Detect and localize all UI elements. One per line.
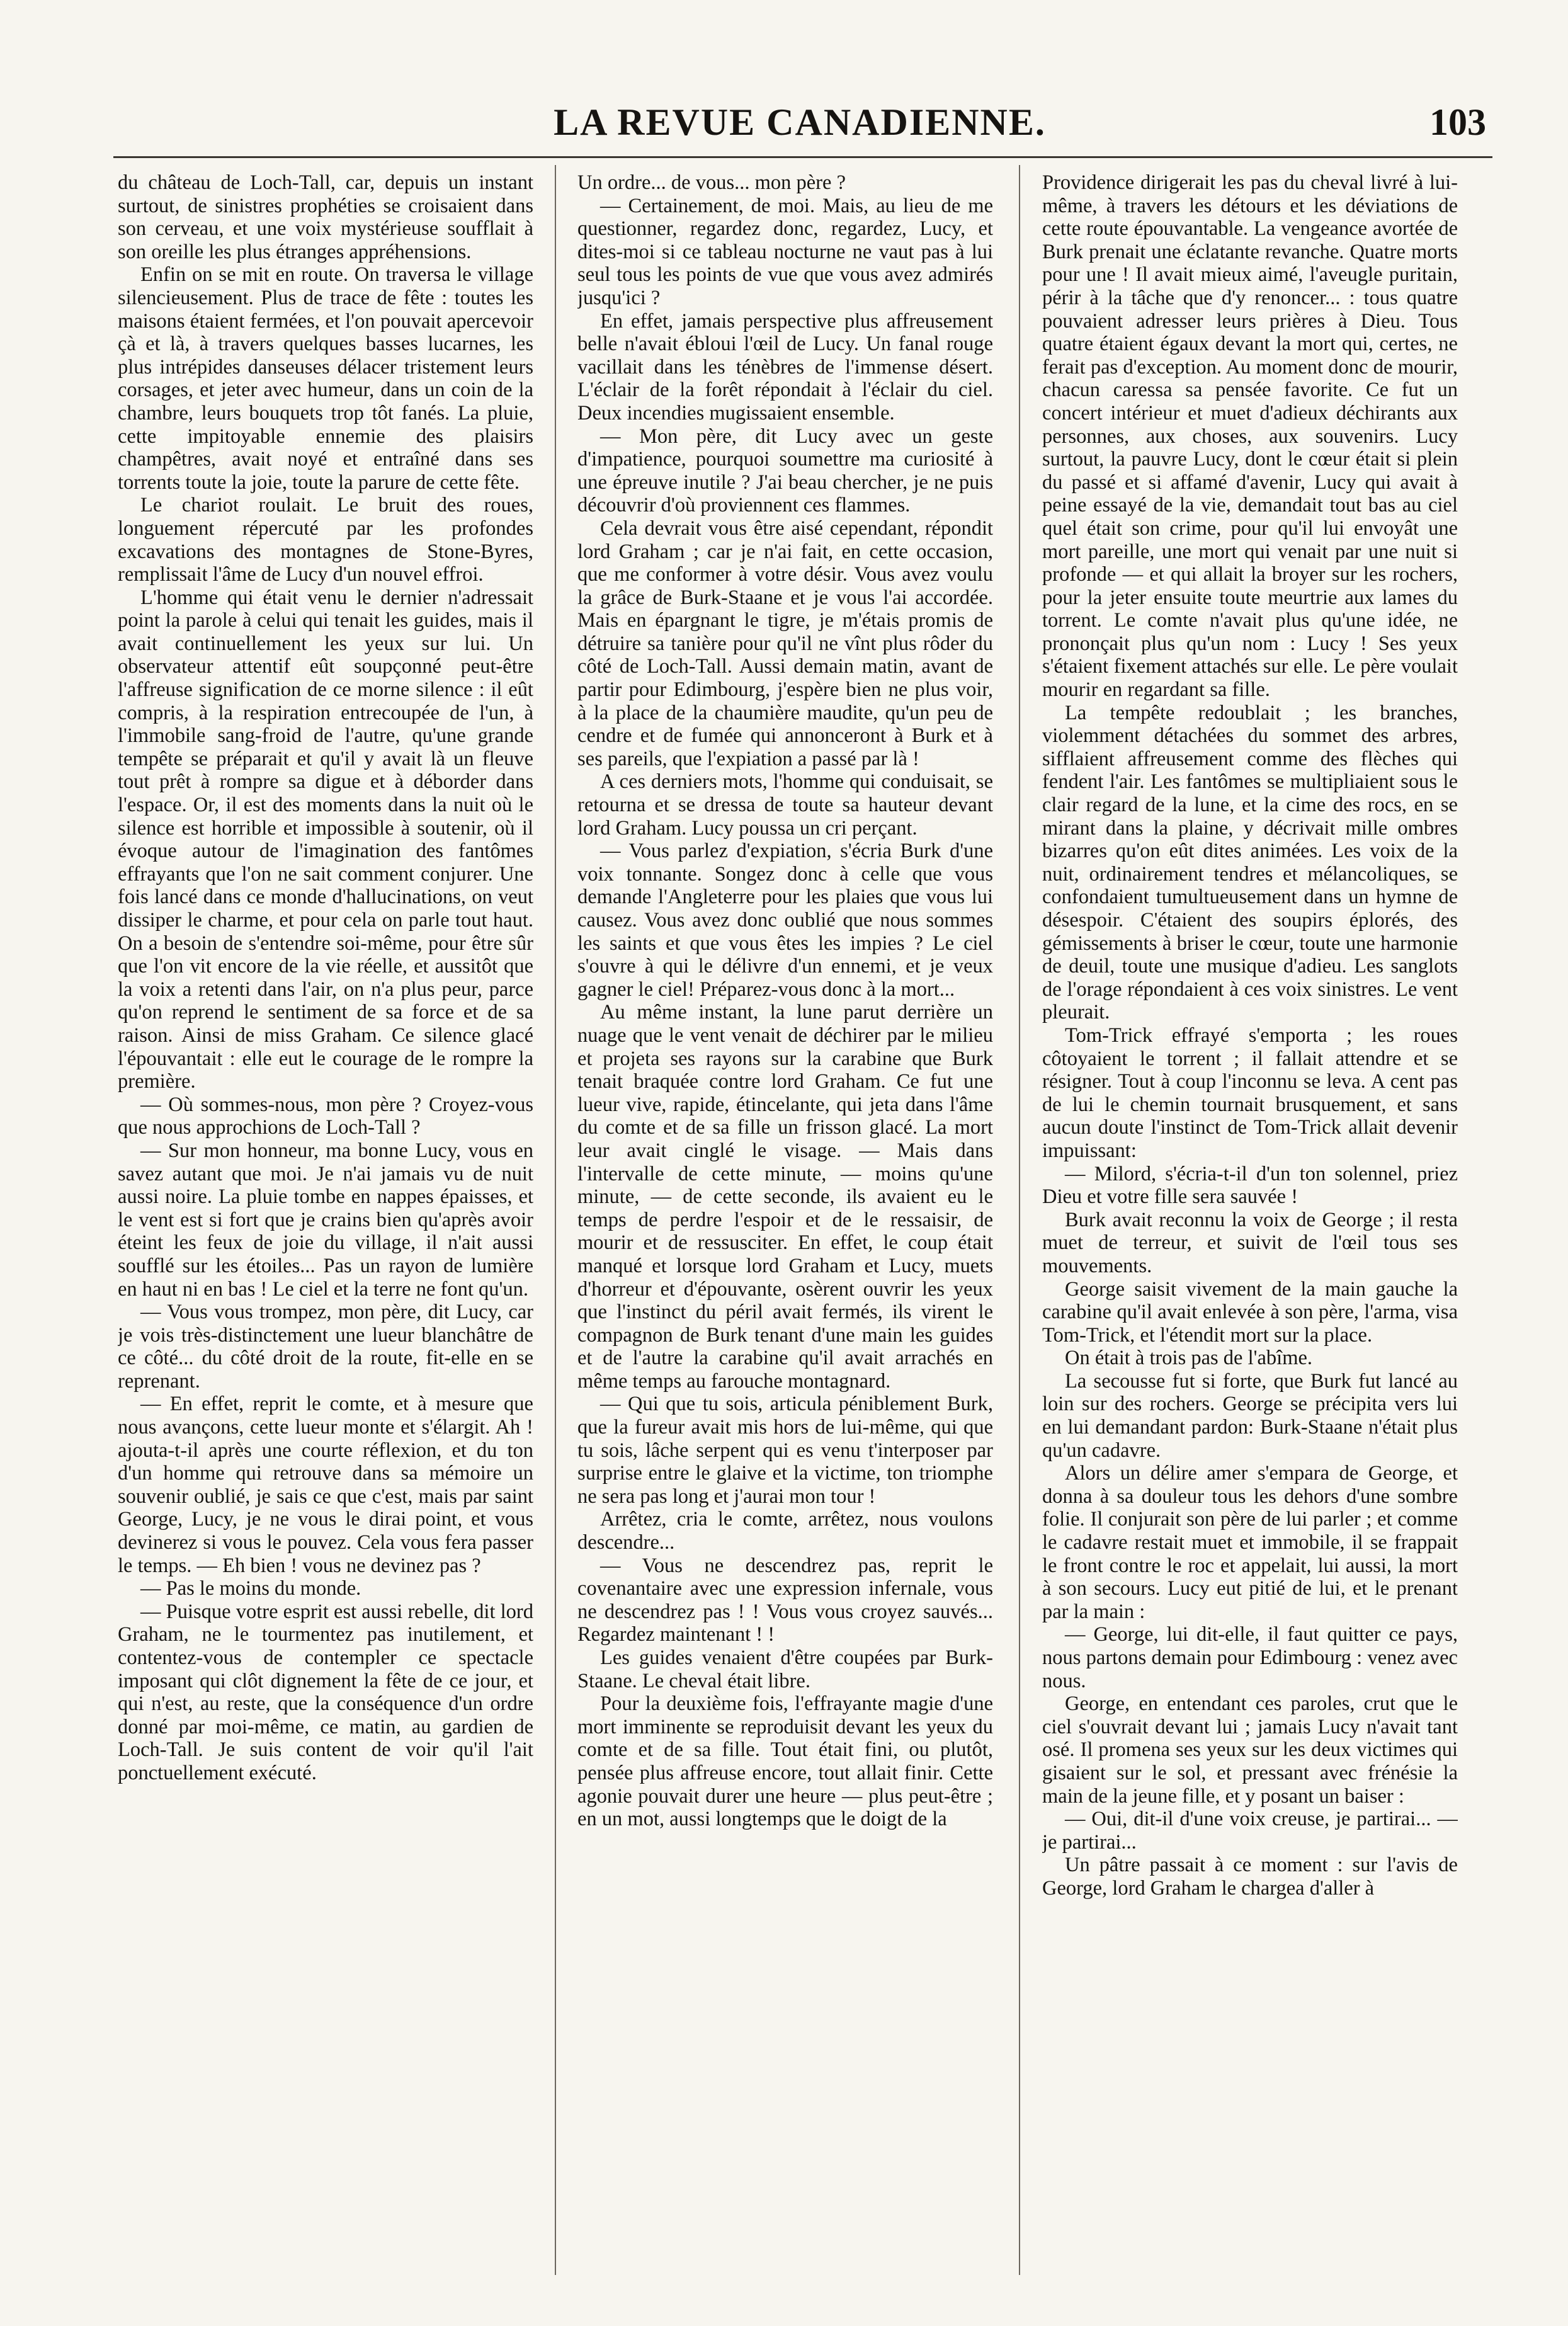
journal-title: LA REVUE CANADIENNE. — [554, 101, 1046, 143]
paragraph: — Qui que tu sois, articula péniblement Burk, que la fureur avait mis hors de lui-même, qui que tu sois, lâche serpent qui es venu t'interposer par surprise entre le glaive et la victime, ton triomphe ne sera pas long et j'aurai mon tour ! — [577, 1393, 993, 1508]
paragraph: — Sur mon honneur, ma bonne Lucy, vous en savez autant que moi. Je n'ai jamais vu de nuit aussi noire. La pluie tombe en nappes épaisses, et le vent est si fort que je crains bien qu'après avoir éteint les feux de joie du village, il n'ait aussi soufflé sur les étoiles... Pas un rayon de lumière en haut ni en bas ! Le ciel et la terre ne font qu'un. — [118, 1139, 533, 1301]
paragraph: — Puisque votre esprit est aussi rebelle, dit lord Graham, ne le tourmentez pas inutilement, et contentez-vous de contempler ce spectacle imposant qui clôt dignement la fête de ce jour, et qui n'est, au reste, que la conséquence d'un ordre donné par moi-même, ce matin, au gardien de Loch-Tall. Je suis content de voir qu'il l'ait ponctuellement exécuté. — [118, 1600, 533, 1784]
paragraph: — Mon père, dit Lucy avec un geste d'impatience, pourquoi soumettre ma curiosité à une épreuve inutile ? J'ai beau chercher, je ne puis découvrir d'où proviennent ces flammes. — [577, 425, 993, 517]
paragraph: — En effet, reprit le comte, et à mesure que nous avançons, cette lueur monte et s'élargit. Ah ! ajouta-t-il après une courte réflexion, et du ton d'un homme qui retrouve dans sa mémoire un souvenir oublié, je sais ce que c'est, mais par saint George, Lucy, je ne vous le dirai point, et vous devinerez si vous le pouvez. Cela vous fera passer le temps. — Eh bien ! vous ne devinez pas ? — [118, 1393, 533, 1577]
header-rule — [113, 156, 1492, 158]
paragraph: — Oui, dit-il d'une voix creuse, je partirai... — je partirai... — [1042, 1808, 1458, 1854]
paragraph: George, en entendant ces paroles, crut que le ciel s'ouvrait devant lui ; jamais Lucy n'avait tant osé. Il promena ses yeux sur les deux victimes qui gisaient sur le sol, et pressant avec frénésie la main de la jeune fille, et y posant un baiser : — [1042, 1692, 1458, 1808]
paragraph: — George, lui dit-elle, il faut quitter ce pays, nous partons demain pour Edimbourg : venez avec nous. — [1042, 1623, 1458, 1692]
paragraph: Un pâtre passait à ce moment : sur l'avis de George, lord Graham le chargea d'aller à — [1042, 1854, 1458, 1900]
paragraph: Tom-Trick effrayé s'emporta ; les roues côtoyaient le torrent ; il fallait attendre et se résigner. Tout à coup l'inconnu se leva. A cent pas de lui le chemin tournait brusquement, et sans aucun doute l'instinct de Tom-Trick allait devenir impuissant: — [1042, 1023, 1458, 1162]
paragraph: Providence dirigerait les pas du cheval livré à lui-même, à travers les détours et les déviations de cette route épouvantable. La vengeance avortée de Burk prenait une éclatante revanche. Quatre morts pour une ! Il avait mieux aimé, l'aveugle puritain, périr à la tâche que d'y renoncer... : tous quatre pouvaient adresser leurs prières à Dieu. Tous quatre étaient égaux devant la mort qui, certes, ne ferait pas d'exception. Au moment donc de mourir, chacun caressa sa pensée favorite. Ce fut un concert intérieur et muet d'adieux déchirants aux personnes, aux choses, aux souvenirs. Lucy surtout, la pauvre Lucy, dont le cœur était si plein du passé et si affamé d'avenir, Lucy qui avait à peine essayé de la vie, demandait tout bas au ciel quel était son crime, pour qu'il lui envoyât une mort pareille, une mort qui venait par une nuit si profonde — et qui allait la broyer sur les rochers, pour la jeter ensuite toute meurtrie aux lames du torrent. Le comte n'avait plus qu'une idée, ne prononçait plus qu'un nom : Lucy ! Ses yeux s'étaient fixement attachés sur elle. Le père voulait mourir en regardant sa fille. — [1042, 171, 1458, 702]
paragraph: — Où sommes-nous, mon père ? Croyez-vous que nous approchions de Loch-Tall ? — [118, 1093, 533, 1139]
paragraph: A ces derniers mots, l'homme qui conduisait, se retourna et se dressa de toute sa hauteur devant lord Graham. Lucy poussa un cri perçant. — [577, 770, 993, 840]
paragraph: Enfin on se mit en route. On traversa le village silencieusement. Plus de trace de fête : toutes les maisons étaient fermées, et l'on pouvait apercevoir çà et là, à travers quelques basses lucarnes, les plus intrépides danseuses délacer tristement leurs corsages, et jeter avec humeur, dans un coin de la chambre, leurs bouquets trop tôt fanés. La pluie, cette impitoyable ennemie des plaisirs champêtres, avait noyé et entraîné dans ses torrents toute la joie, toute la parure de cette fête. — [118, 263, 533, 494]
paragraph: — Vous parlez d'expiation, s'écria Burk d'une voix tonnante. Songez donc à celle que vous demande l'Angleterre pour les plaies que vous lui causez. Vous avez donc oublié que nous sommes les saints et que vous êtes les impies ? Le ciel s'ouvre à qui le délivre d'un ennemi, et je veux gagner le ciel! Préparez-vous donc à la mort... — [577, 840, 993, 1001]
paragraph: Cela devrait vous être aisé cependant, répondit lord Graham ; car je n'ai fait, en cette occasion, que me conformer à votre désir. Vous avez voulu la grâce de Burk-Staane et je vous l'ai accordée. Mais en épargnant le tigre, je m'étais promis de détruire sa tanière pour qu'il ne vînt plus rôder du côté de Loch-Tall. Aussi demain matin, avant de partir pour Edimbourg, j'espère bien ne plus voir, à la place de la chaumière maudite, qu'un peu de cendre et de fumée qui annonceront à Burk et à ses pareils, que l'expiation a passé par là ! — [577, 516, 993, 770]
paragraph: du château de Loch-Tall, car, depuis un instant surtout, de sinistres prophéties se croisaient dans son cerveau, et une voix mystérieuse soufflait à son oreille les plus étranges appréhensions. — [118, 171, 533, 263]
paragraph: — Pas le moins du monde. — [140, 1577, 361, 1600]
paragraph: — Certainement, de moi. Mais, au lieu de me questionner, regardez donc, regardez, Lucy, et dites-moi si ce tableau nocturne ne vaut pas à lui seul tous les points de vue que vous avez admirés jusqu'ici ? — [577, 194, 993, 309]
text-column-1 — [118, 171, 533, 2269]
text-column-3 — [1042, 171, 1458, 2269]
paragraph: Arrêtez, cria le comte, arrêtez, nous voulons descendre... — [577, 1508, 993, 1554]
paragraph: La tempête redoublait ; les branches, violemment détachées du sommet des arbres, sifflaient affreusement comme des flèches qui fendent l'air. Les fantômes se multipliaient sous le clair regard de la lune, et la cime des rocs, en se mirant dans la plaine, y décrivait mille ombres bizarres qu'on eût dites animées. Les voix de la nuit, ordinairement tendres et mélancoliques, se confondaient tumultueusement dans un hymne de désespoir. C'étaient des soupirs éplorés, des gémissements à briser le cœur, toute une harmonie de deuil, toute une musique d'adieu. Les sanglots de l'orage répondaient à ces voix sinistres. Le vent pleurait. — [1042, 701, 1458, 1024]
paragraph: La secousse fut si forte, que Burk fut lancé au loin sur des rochers. George se précipita vers lui en lui demandant pardon: Burk-Staane n'était plus qu'un cadavre. — [1042, 1369, 1458, 1462]
paragraph: — Vous ne descendrez pas, reprit le covenantaire avec une expression infernale, vous ne descendrez pas ! ! Vous vous croyez sauvés... Regardez maintenant ! ! — [577, 1554, 993, 1646]
page-number: 103 — [1429, 101, 1486, 143]
paragraph: Alors un délire amer s'empara de George, et donna à sa douleur tous les dehors d'une sombre folie. Il conjurait son père de lui parler ; et comme le cadavre restait muet et immobile, il se frappait le front contre le roc et appelait, lui aussi, la mort à son secours. Lucy eut pitié de lui, et le prenant par la main : — [1042, 1462, 1458, 1623]
text-column-2 — [577, 171, 993, 2269]
paragraph: George saisit vivement de la main gauche la carabine qu'il avait enlevée à son père, l'arma, visa Tom-Trick, et l'étendit mort sur la place. — [1042, 1277, 1458, 1347]
column-divider-left — [555, 165, 556, 2275]
paragraph: On était à trois pas de l'abîme. — [1065, 1347, 1313, 1370]
paragraph: Les guides venaient d'être coupées par Burk-Staane. Le cheval était libre. — [577, 1646, 993, 1692]
paragraph: L'homme qui était venu le dernier n'adressait point la parole à celui qui tenait les guides, mais il avait continuellement les yeux sur lui. Un observateur attentif eût soupçonné peut-être l'affreuse signification de ce morne silence : il eût compris, à la respiration entrecoupée de l'un, à l'immobile sang-froid de l'autre, qu'une grande tempête se préparait et qu'il y avait là un fleuve tout prêt à rompre sa digue et à déborder dans l'espace. Or, il est des moments dans la nuit où le silence est horrible et impossible à soutenir, où il évoque autour de l'imagination des fantômes effrayants que l'on ne sait comment conjurer. Une fois lancé dans ce monde d'hallucinations, on veut dissiper le charme, et pour cela on parle tout haut. On a besoin de s'entendre soi-même, pour être sûr que l'on vit encore de la vie réelle, et aussitôt que la voix a retenti dans l'air, on n'a plus peur, parce qu'on reprend le sentiment de sa force et de sa raison. Ainsi de miss Graham. Ce silence glacé l'épouvantait : elle eut le courage de le rompre la première. — [118, 586, 533, 1093]
paragraph: — Milord, s'écria-t-il d'un ton solennel, priez Dieu et votre fille sera sauvée ! — [1042, 1162, 1458, 1209]
paragraph: — Vous vous trompez, mon père, dit Lucy, car je vois très-distinctement une lueur blanchâtre de ce côté... du côté droit de la route, fit-elle en se reprenant. — [118, 1301, 533, 1393]
paragraph: En effet, jamais perspective plus affreusement belle n'avait ébloui l'œil de Lucy. Un fanal rouge vacillait dans les ténèbres de l'immense désert. L'éclair de la forêt répondait à l'éclair du ciel. Deux incendies mugissaient ensemble. — [577, 309, 993, 425]
paragraph: Au même instant, la lune parut derrière un nuage que le vent venait de déchirer par le milieu et projeta ses rayons sur la carabine que Burk tenait braquée contre lord Graham. Ce fut une lueur vive, rapide, étincelante, qui jeta dans l'âme du comte et de sa fille un frisson glacé. La mort leur avait cinglé le visage. — Mais dans l'intervalle de cette minute, — moins qu'une minute, — de cette seconde, ils avaient eu le temps de perdre l'espoir et de le ressaisir, de mourir et de ressusciter. En effet, le coup était manqué et lorsque lord Graham et Lucy, muets d'horreur et d'épouvante, osèrent ouvrir les yeux que l'instinct du péril avait fermés, ils virent le compagnon de Burk tenant d'une main les guides et de l'autre la carabine qu'il avait arrachés en même temps au farouche montagnard. — [577, 1001, 993, 1393]
running-header — [113, 94, 1486, 151]
paragraph: Pour la deuxième fois, l'effrayante magie d'une mort imminente se reproduisit devant les yeux du comte et de sa fille. Tout était fini, ou plutôt, pensée plus affreuse encore, tout allait finir. Cette agonie pouvait durer une heure — plus peut-être ; en un mot, aussi longtemps que le doigt de la — [577, 1692, 993, 1831]
paragraph: Un ordre... de vous... mon père ? — [577, 171, 846, 194]
paragraph: Burk avait reconnu la voix de George ; il resta muet de terreur, et suivit de l'œil tous ses mouvements. — [1042, 1208, 1458, 1277]
paragraph: Le chariot roulait. Le bruit des roues, longuement répercuté par les profondes excavations des montagnes de Stone-Byres, remplissait l'âme de Lucy d'un nouvel effroi. — [118, 494, 533, 586]
column-divider-right — [1019, 165, 1020, 2275]
